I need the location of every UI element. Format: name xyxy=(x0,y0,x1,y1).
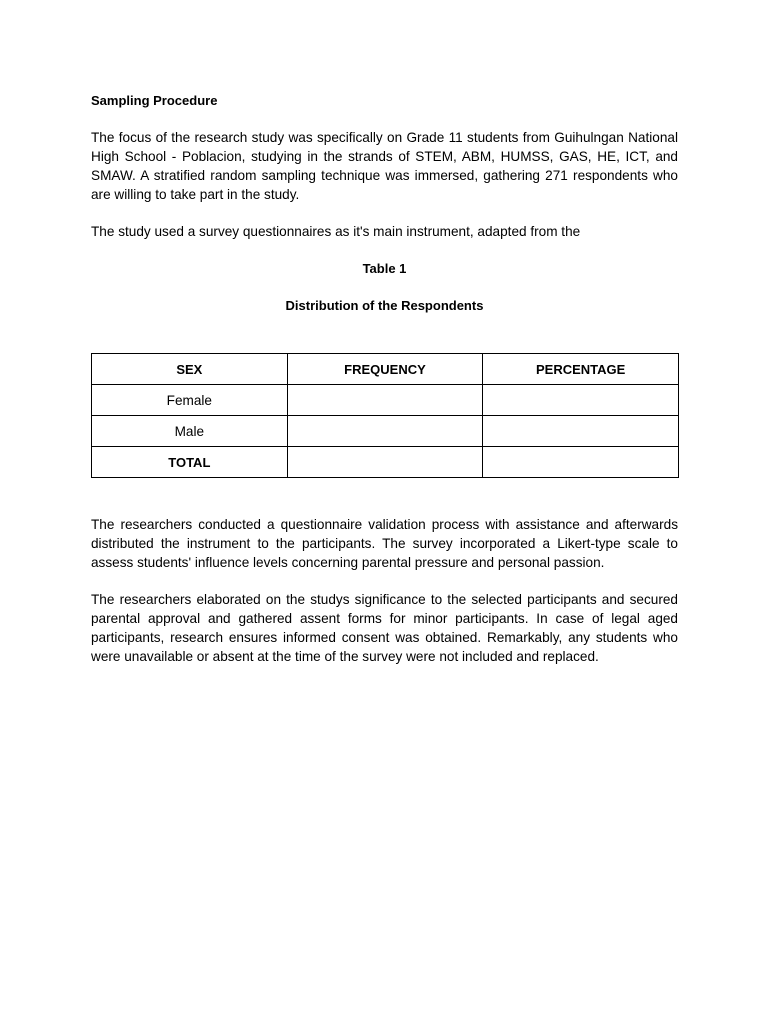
paragraph-consent: The researchers elaborated on the studys significance to the selected participants and secured parental approval and gathered assent forms for minor participants. In case of legal aged participants, research ensures informed consent was obtained. Remarkably, any students who were unavailable or absent at the time of the survey were not included and replaced. xyxy=(91,592,678,664)
table-header-row xyxy=(92,354,679,385)
header-frequency: FREQUENCY xyxy=(287,354,483,385)
section-heading: Sampling Procedure xyxy=(91,93,218,108)
cell-frequency xyxy=(287,416,483,447)
cell-percentage xyxy=(483,416,679,447)
header-sex: SEX xyxy=(92,354,288,385)
table-row xyxy=(92,385,679,416)
paragraph-validation: The researchers conducted a questionnaire validation process with assistance and afterwards distributed the instrument to the participants. The survey incorporated a Likert-type scale to assess students' influence levels concerning parental pressure and personal passion. xyxy=(91,517,678,570)
table-row xyxy=(92,416,679,447)
paragraph-focus: The focus of the research study was specifically on Grade 11 students from Guihulngan National High School - Poblacion, studying in the strands of STEM, ABM, HUMSS, GAS, HE, ICT, and SMAW. A stratified random sampling technique was immersed, gathering 271 respondents who are willing to take part in the study. xyxy=(91,130,678,202)
cell-percentage xyxy=(483,385,679,416)
table-title: Distribution of the Respondents xyxy=(285,298,484,313)
cell-total-label: TOTAL xyxy=(92,447,288,478)
header-percentage: PERCENTAGE xyxy=(483,354,679,385)
cell-frequency xyxy=(287,385,483,416)
paragraph-instrument: The study used a survey questionnaires as it's main instrument, adapted from the xyxy=(91,224,581,239)
cell-sex: Male xyxy=(92,416,288,447)
distribution-table xyxy=(91,353,679,478)
cell-frequency xyxy=(287,447,483,478)
table-row-total xyxy=(92,447,679,478)
cell-sex: Female xyxy=(92,385,288,416)
cell-percentage xyxy=(483,447,679,478)
table-number: Table 1 xyxy=(362,261,407,276)
document-body xyxy=(91,91,678,684)
